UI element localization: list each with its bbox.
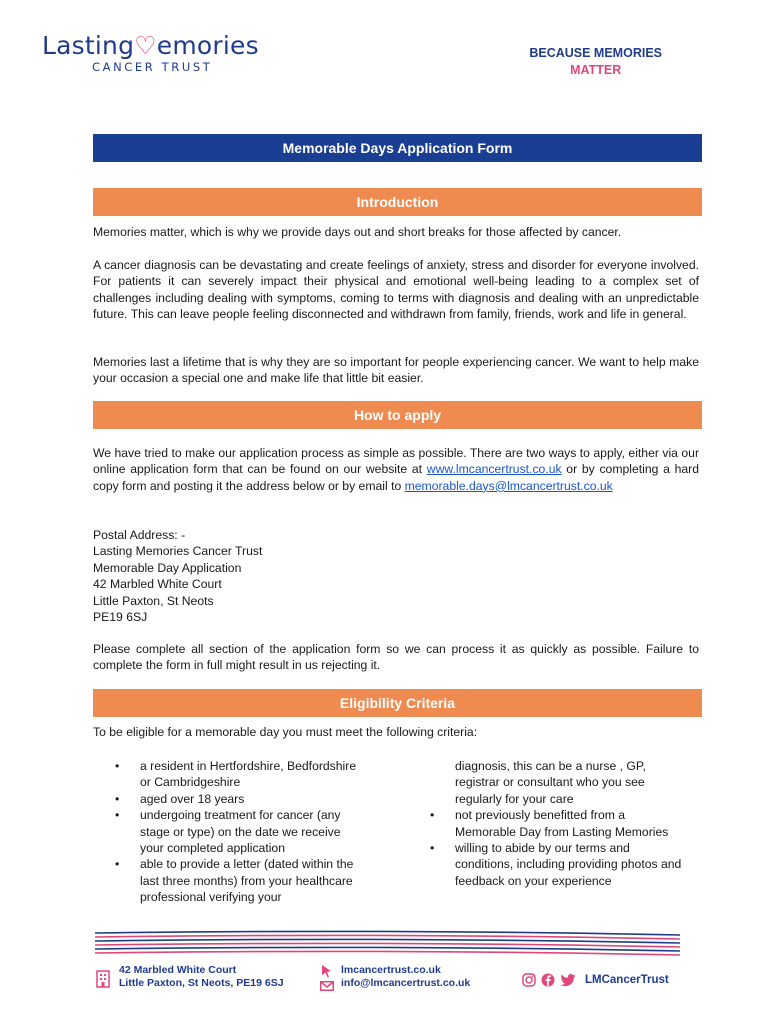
form-title-banner: Memorable Days Application Form: [93, 134, 702, 162]
footer-stripes: [95, 930, 680, 956]
postal-address: [93, 527, 262, 625]
list-item: • able to provide a letter (dated within the last three months) from your healthcare professional verifying your: [115, 856, 365, 905]
logo-wordmark: [42, 32, 272, 60]
list-item-continuation: diagnosis, this can be a nurse , GP, registrar or consultant who you see regularly for your care: [455, 759, 646, 806]
tagline-line-2: MATTER: [570, 63, 622, 77]
footer-email[interactable]: info@lmcancertrust.co.uk: [341, 977, 471, 989]
apply-text-a: We have tried to make our application process as simple as possible. There are two ways to apply, either via our online application form that can be found on our website at: [93, 446, 699, 477]
how-to-apply-heading: How to apply: [93, 401, 702, 429]
eligibility-left-list: [115, 758, 365, 906]
twitter-icon[interactable]: [561, 974, 576, 986]
intro-paragraph-2: A cancer diagnosis can be devastating and create feelings of anxiety, stress and disorder for everyone involved. For patients it can severely impact their physical and emotional well-being leading to a complex set of challenges including dealing with symptoms, coming to terms with diagnosis and dealing with an unpredictable future. This can leave people feeling disconnected and withdrawn from family, friends, work and life in general.: [93, 258, 699, 322]
instagram-icon[interactable]: [522, 973, 536, 987]
footer-social-handle[interactable]: LMCancerTrust: [585, 974, 669, 986]
apply-paragraph-2: Please complete all section of the application form so we can process it as quickly as possible. Failure to complete the form in full might result in us rejecting it.: [93, 642, 699, 673]
mail-icon: [320, 981, 334, 991]
eligibility-right-list: [430, 807, 685, 889]
eligibility-intro: To be eligible for a memorable day you must meet the following criteria:: [93, 725, 478, 739]
list-item: • a resident in Hertfordshire, Bedfordshire or Cambridgeshire: [115, 758, 365, 791]
address-line-3: 42 Marbled White Court: [93, 577, 222, 592]
tagline: [529, 45, 662, 79]
eligibility-left-column: [115, 758, 365, 906]
logo-subtitle: CANCER TRUST: [92, 60, 213, 74]
address-line-1: Lasting Memories Cancer Trust: [93, 544, 263, 559]
logo-word-lasting: Lasting: [42, 31, 135, 60]
logo: [42, 32, 272, 76]
footer-address-line-1: 42 Marbled White Court: [119, 964, 237, 976]
apply-text-b: or by completing a hard copy form and posting it the address below or by email to: [93, 462, 699, 493]
list-item: • aged over 18 years: [115, 791, 365, 807]
address-line-2: Memorable Day Application: [93, 560, 242, 575]
eligibility-heading: Eligibility Criteria: [93, 689, 702, 717]
cursor-icon: [321, 964, 333, 978]
apply-paragraph-1: [93, 445, 699, 494]
building-icon: [96, 970, 110, 988]
website-link[interactable]: www.lmcancertrust.co.uk: [426, 462, 562, 477]
address-line-4: Little Paxton, St Neots: [93, 593, 214, 608]
footer-contact: [341, 964, 470, 990]
footer-address-line-2: Little Paxton, St Neots, PE19 6SJ: [119, 977, 284, 989]
address-line-5: PE19 6SJ: [93, 610, 148, 625]
eligibility-right-column: [430, 758, 685, 889]
footer-address: [119, 964, 284, 990]
email-link[interactable]: memorable.days@lmcancertrust.co.uk: [404, 478, 613, 493]
footer-website[interactable]: lmcancertrust.co.uk: [341, 964, 441, 976]
tagline-line-1: BECAUSE MEMORIES: [529, 46, 662, 60]
intro-paragraph-3: Memories last a lifetime that is why they are so important for people experiencing cancer. We want to help make your occasion a special one and make life that little bit easier.: [93, 355, 699, 386]
introduction-heading: Introduction: [93, 188, 702, 216]
list-item: • undergoing treatment for cancer (any stage or type) on the date we receive your completed application: [115, 807, 365, 856]
logo-heart-icon: ♡: [134, 31, 157, 60]
logo-word-memories: emories: [156, 31, 259, 60]
postal-label: Postal Address: -: [93, 528, 186, 542]
facebook-icon[interactable]: [541, 973, 555, 987]
list-item: • willing to abide by our terms and conditions, including providing photos and feedback on your experience: [430, 840, 685, 889]
intro-paragraph-1: Memories matter, which is why we provide days out and short breaks for those affected by cancer.: [93, 225, 622, 239]
list-item: • not previously benefitted from a Memorable Day from Lasting Memories: [430, 807, 685, 840]
